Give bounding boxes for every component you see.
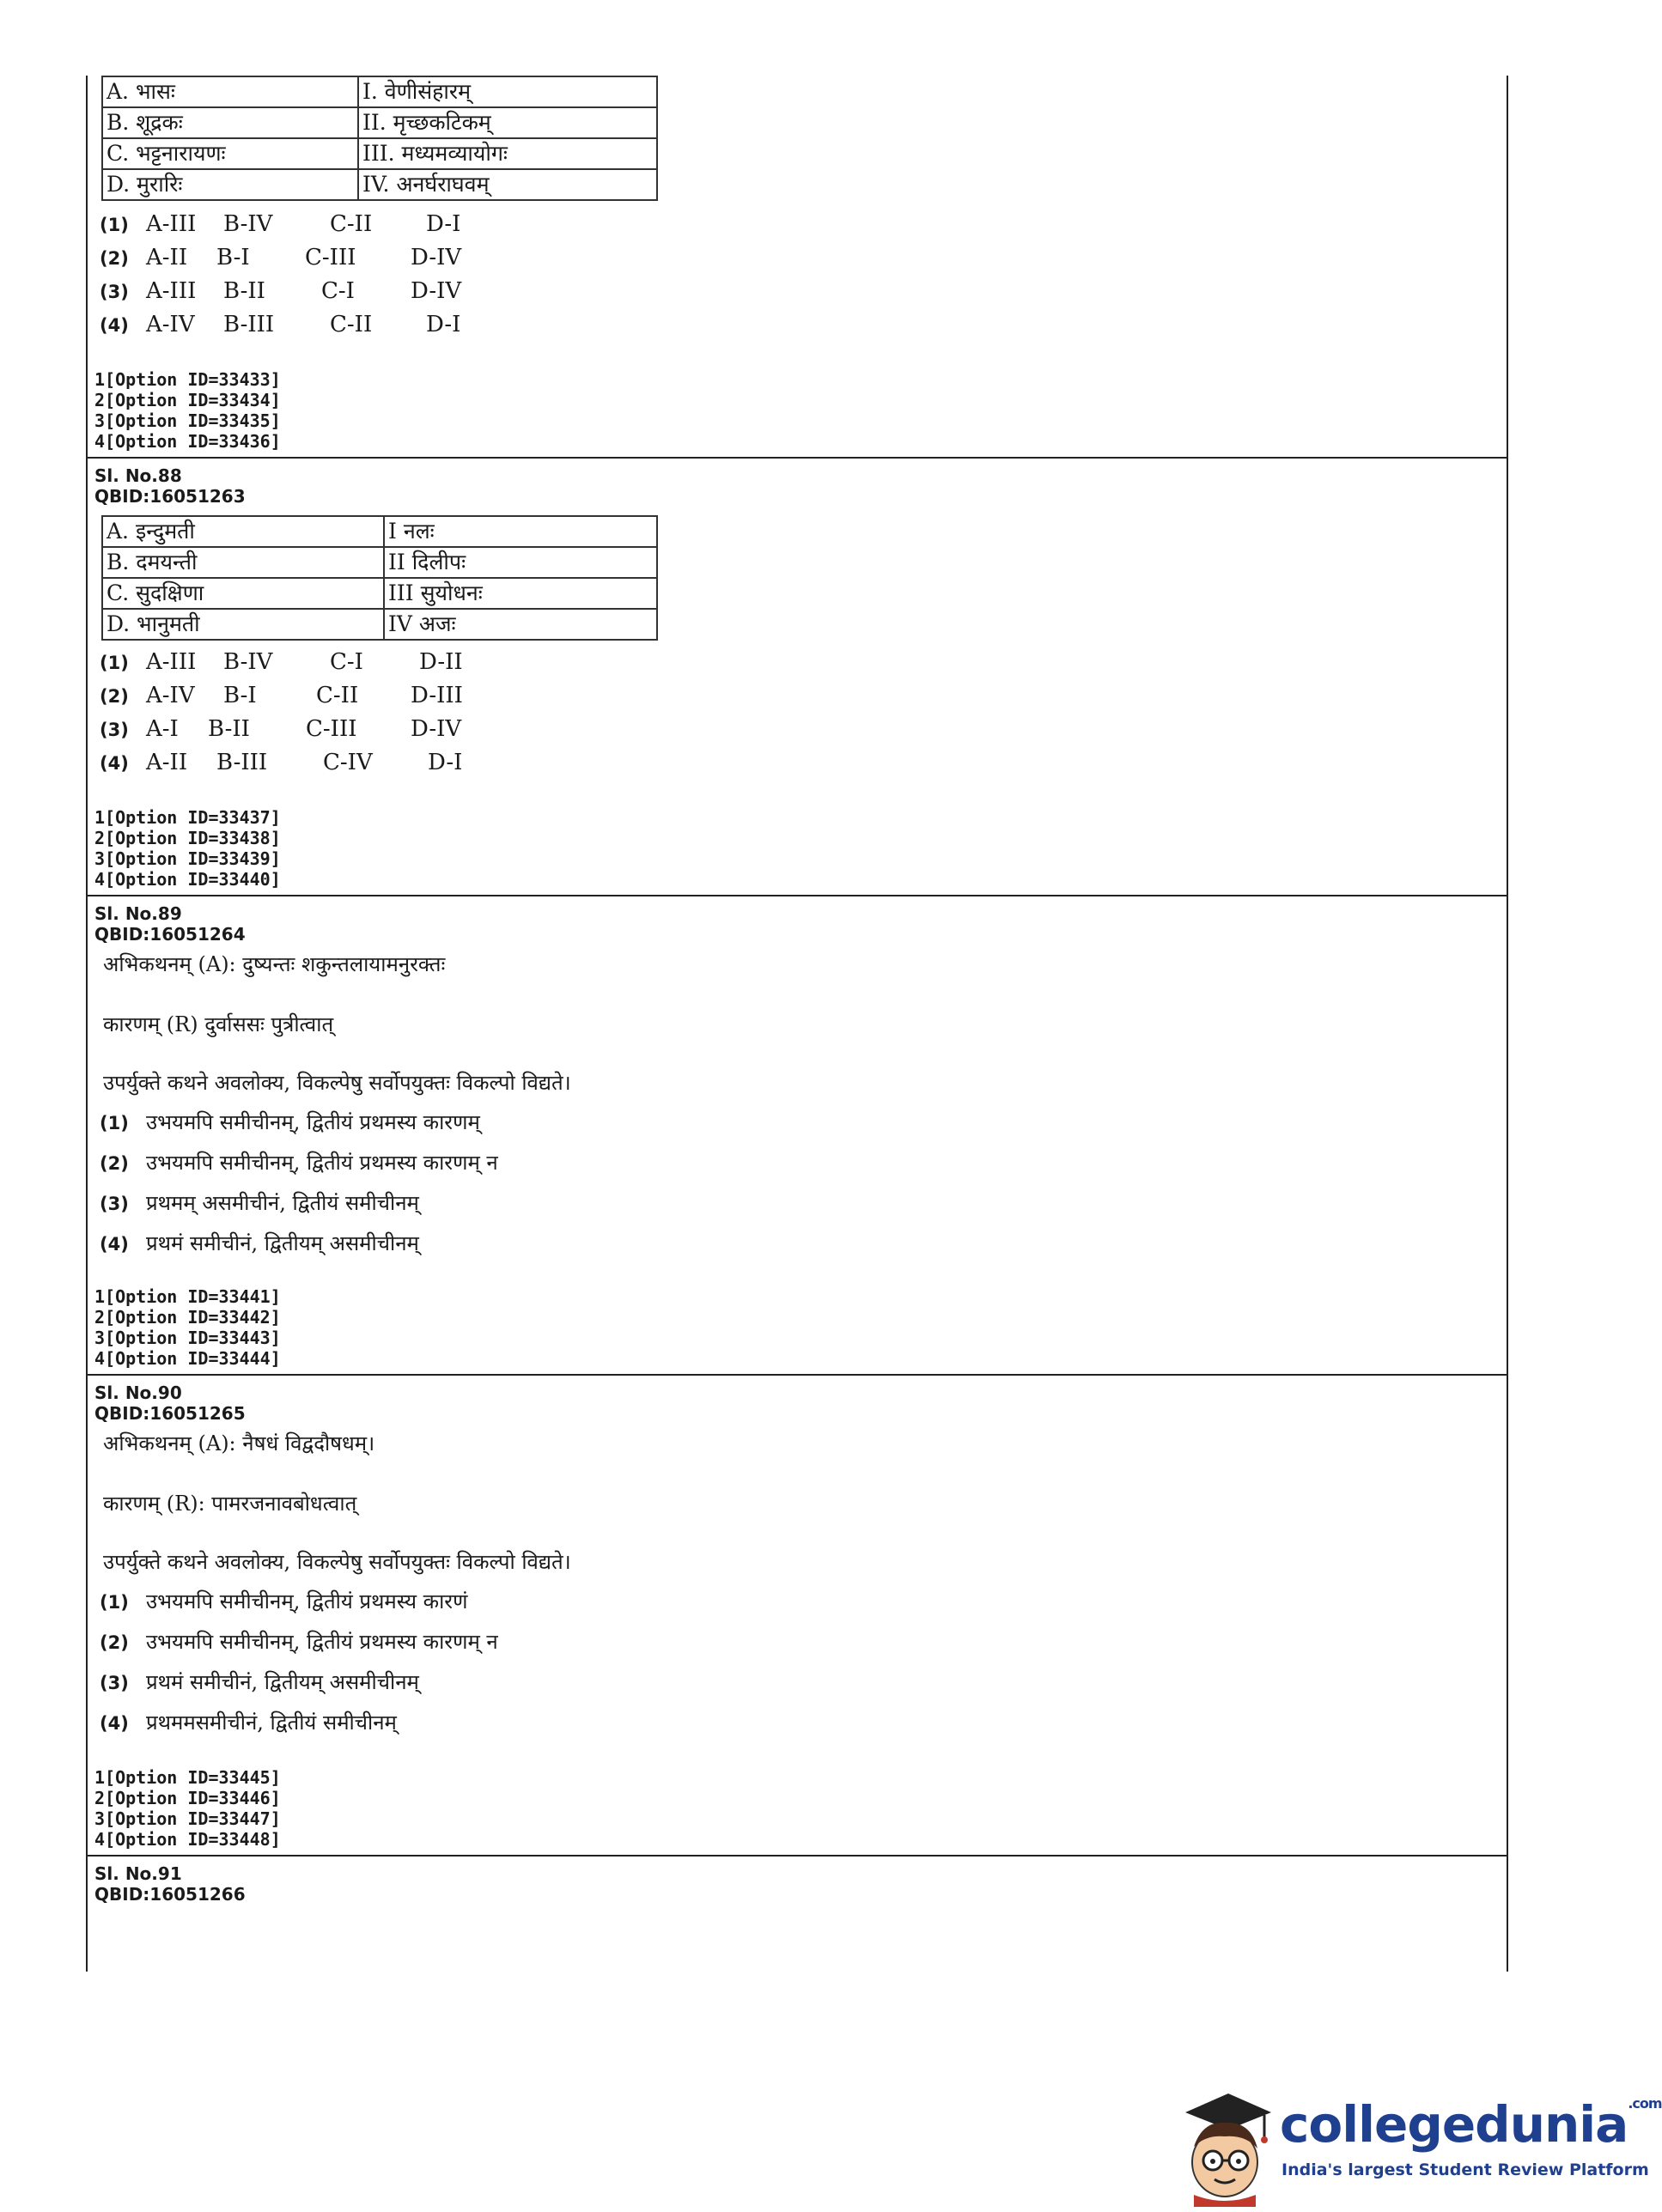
collegedunia-logo[interactable] [1168,2087,1662,2207]
option-id: 3[Option ID=33447] [94,1808,281,1829]
table-cell: C. सुदक्षिणा [102,578,384,609]
option-row[interactable] [100,683,463,716]
option-id: 1[Option ID=33433] [94,369,281,390]
option-number: (3) [100,282,129,302]
assertion-text: अभिकथनम् (A): दुष्यन्तः शकुन्तलायामनुरक्तः [103,952,446,976]
question-divider [88,1855,1507,1856]
option-row[interactable] [100,1148,498,1176]
option-part: D-I [426,211,461,237]
table-cell: II. मृच्छकटिकम् [358,107,657,138]
option-id: 3[Option ID=33439] [94,848,281,869]
option-id: 2[Option ID=33446] [94,1788,281,1808]
option-part: D-IV [411,245,462,270]
option-text: उभयमपि समीचीनम्, द्वितीयं प्रथमस्य कारणम् न [146,1630,498,1654]
option-part: A-III [146,211,197,237]
option-part: A-II [146,750,188,775]
option-number: (2) [100,1153,129,1174]
question-paper-frame [86,76,1508,1972]
option-number: (1) [100,1592,129,1613]
option-row[interactable] [100,716,463,750]
option-part: C-III [305,245,356,270]
q88-option-ids [94,807,1500,890]
option-text: उभयमपि समीचीनम्, द्वितीयं प्रथमस्य कारणम् [146,1110,480,1134]
option-part: B-III [223,312,275,337]
option-part: C-II [330,312,373,337]
table-cell: III. मध्यमव्यायोगः [358,138,657,169]
option-id: 1[Option ID=33437] [94,807,281,828]
option-part: C-I [321,278,355,304]
option-row[interactable] [100,750,463,783]
option-id: 4[Option ID=33448] [94,1829,281,1850]
option-part: D-I [428,750,463,775]
option-number: (1) [100,653,129,673]
option-id: 1[Option ID=33441] [94,1286,281,1307]
serial-number: Sl. No.91 [94,1863,182,1884]
q89-option-ids [94,1286,1500,1369]
table-cell: A. भासः [102,76,358,107]
option-part: A-III [146,278,197,304]
option-part: B-IV [223,211,273,237]
q87-options [100,211,461,345]
option-part: D-III [411,683,463,708]
q90-header [94,1382,1500,1424]
option-text: उभयमपि समीचीनम्, द्वितीयं प्रथमस्य कारणम् न [146,1151,498,1175]
question-bank-id: QBID:16051265 [94,1403,246,1424]
question-bank-id: QBID:16051263 [94,486,246,507]
option-part: B-III [216,750,268,775]
q91-header [94,1863,1500,1905]
table-cell: IV अजः [384,609,657,640]
option-part: D-I [426,312,461,337]
table-cell: C. भट्टनारायणः [102,138,358,169]
option-text: प्रथममसमीचीनं, द्वितीयं समीचीनम् [146,1711,397,1735]
option-part: C-III [306,716,357,742]
option-part: A-IV [146,683,195,708]
table-cell: B. दमयन्ती [102,547,384,578]
q87-match-table [101,76,658,201]
option-part: C-IV [323,750,373,775]
option-row[interactable] [100,649,463,683]
assertion-text: अभिकथनम् (A): नैषधं विद्वदौषधम्। [103,1431,375,1455]
option-number: (2) [100,1632,129,1653]
option-number: (2) [100,248,129,269]
option-row[interactable] [100,1108,480,1136]
option-text: उभयमपि समीचीनम्, द्वितीयं प्रथमस्य कारणं [146,1589,468,1613]
mascot-icon [1168,2087,1280,2207]
table-cell: I नलः [384,516,657,547]
brand-name: collegedunia$^{.com}$ [1280,2095,1662,2154]
option-row[interactable] [100,1708,397,1736]
option-part: D-IV [411,716,462,742]
option-number: (4) [100,1234,129,1255]
option-part: B-II [223,278,265,304]
option-number: (1) [100,1113,129,1133]
table-cell: I. वेणीसंहारम् [358,76,657,107]
option-id: 4[Option ID=33436] [94,431,281,452]
reason-text: कारणम् (R): पामरजनावबोधत्वात् [103,1492,357,1516]
instruction-text: उपर्युक्ते कथने अवलोक्य, विकल्पेषु सर्वोपयुक्तः विकल्पो विद्यते। [103,1550,571,1574]
table-cell: B. शूद्रकः [102,107,358,138]
q90-option-ids [94,1767,1500,1850]
question-bank-id: QBID:16051264 [94,924,246,945]
table-cell: A. इन्दुमती [102,516,384,547]
question-bank-id: QBID:16051266 [94,1884,246,1905]
q88-match-table [101,515,658,641]
option-row[interactable] [100,211,461,245]
question-divider [88,1374,1507,1376]
option-number: (1) [100,215,129,235]
table-cell: IV. अनर्घराघवम् [358,169,657,200]
option-part: A-I [146,716,179,742]
instruction-text: उपर्युक्ते कथने अवलोक्य, विकल्पेषु सर्वोपयुक्तः विकल्पो विद्यते। [103,1071,571,1095]
option-id: 3[Option ID=33435] [94,410,281,431]
table-row [102,516,657,547]
option-part: B-I [223,683,257,708]
table-row [102,138,657,169]
option-id: 1[Option ID=33445] [94,1767,281,1788]
option-part: D-IV [411,278,462,304]
option-text: प्रथमं समीचीनं, द्वितीयम् असमीचीनम् [146,1231,419,1255]
option-part: B-I [216,245,250,270]
option-row[interactable] [100,1627,498,1656]
option-row[interactable] [100,278,461,312]
option-row[interactable] [100,312,461,345]
option-part: C-I [330,649,363,675]
q88-options [100,649,463,783]
table-cell: II दिलीपः [384,547,657,578]
option-row[interactable] [100,245,461,278]
option-id: 4[Option ID=33444] [94,1348,281,1369]
table-row [102,76,657,107]
option-number: (4) [100,1713,129,1734]
option-id: 2[Option ID=33438] [94,828,281,848]
option-number: (4) [100,753,129,774]
option-id: 4[Option ID=33440] [94,869,281,890]
serial-number: Sl. No.89 [94,903,182,924]
table-row [102,169,657,200]
option-part: C-II [330,211,373,237]
table-cell: III सुयोधनः [384,578,657,609]
serial-number: Sl. No.90 [94,1382,182,1403]
q87-option-ids [94,369,1500,452]
option-number: (3) [100,1673,129,1693]
option-part: B-IV [223,649,273,675]
option-row[interactable] [100,1668,419,1696]
table-cell: D. मुरारिः [102,169,358,200]
reason-text: कारणम् (R) दुर्वाससः पुत्रीत्वात् [103,1012,334,1036]
table-row [102,107,657,138]
option-part: D-II [419,649,463,675]
option-part: C-II [316,683,359,708]
option-id: 2[Option ID=33442] [94,1307,281,1328]
table-cell: D. भानुमती [102,609,384,640]
option-id: 3[Option ID=33443] [94,1328,281,1348]
table-row [102,578,657,609]
option-number: (3) [100,720,129,740]
table-row [102,547,657,578]
option-part: B-II [208,716,250,742]
option-text: प्रथमम् असमीचीनं, द्वितीयं समीचीनम् [146,1191,419,1215]
q89-header [94,903,1500,945]
table-row [102,609,657,640]
option-row[interactable] [100,1188,419,1217]
option-id: 2[Option ID=33434] [94,390,281,410]
option-row[interactable] [100,1229,419,1257]
serial-number: Sl. No.88 [94,465,182,486]
option-text: प्रथमं समीचीनं, द्वितीयम् असमीचीनम् [146,1670,419,1694]
option-part: A-III [146,649,197,675]
option-part: A-II [146,245,188,270]
question-divider [88,895,1507,896]
brand-tagline: India's largest Student Review Platform [1282,2160,1649,2179]
option-number: (2) [100,686,129,707]
option-number: (4) [100,315,129,336]
option-number: (3) [100,1194,129,1214]
q88-header [94,465,1500,507]
brand-suffix: .com [1628,2095,1662,2112]
option-part: A-IV [146,312,195,337]
option-row[interactable] [100,1587,467,1615]
question-divider [88,457,1507,459]
